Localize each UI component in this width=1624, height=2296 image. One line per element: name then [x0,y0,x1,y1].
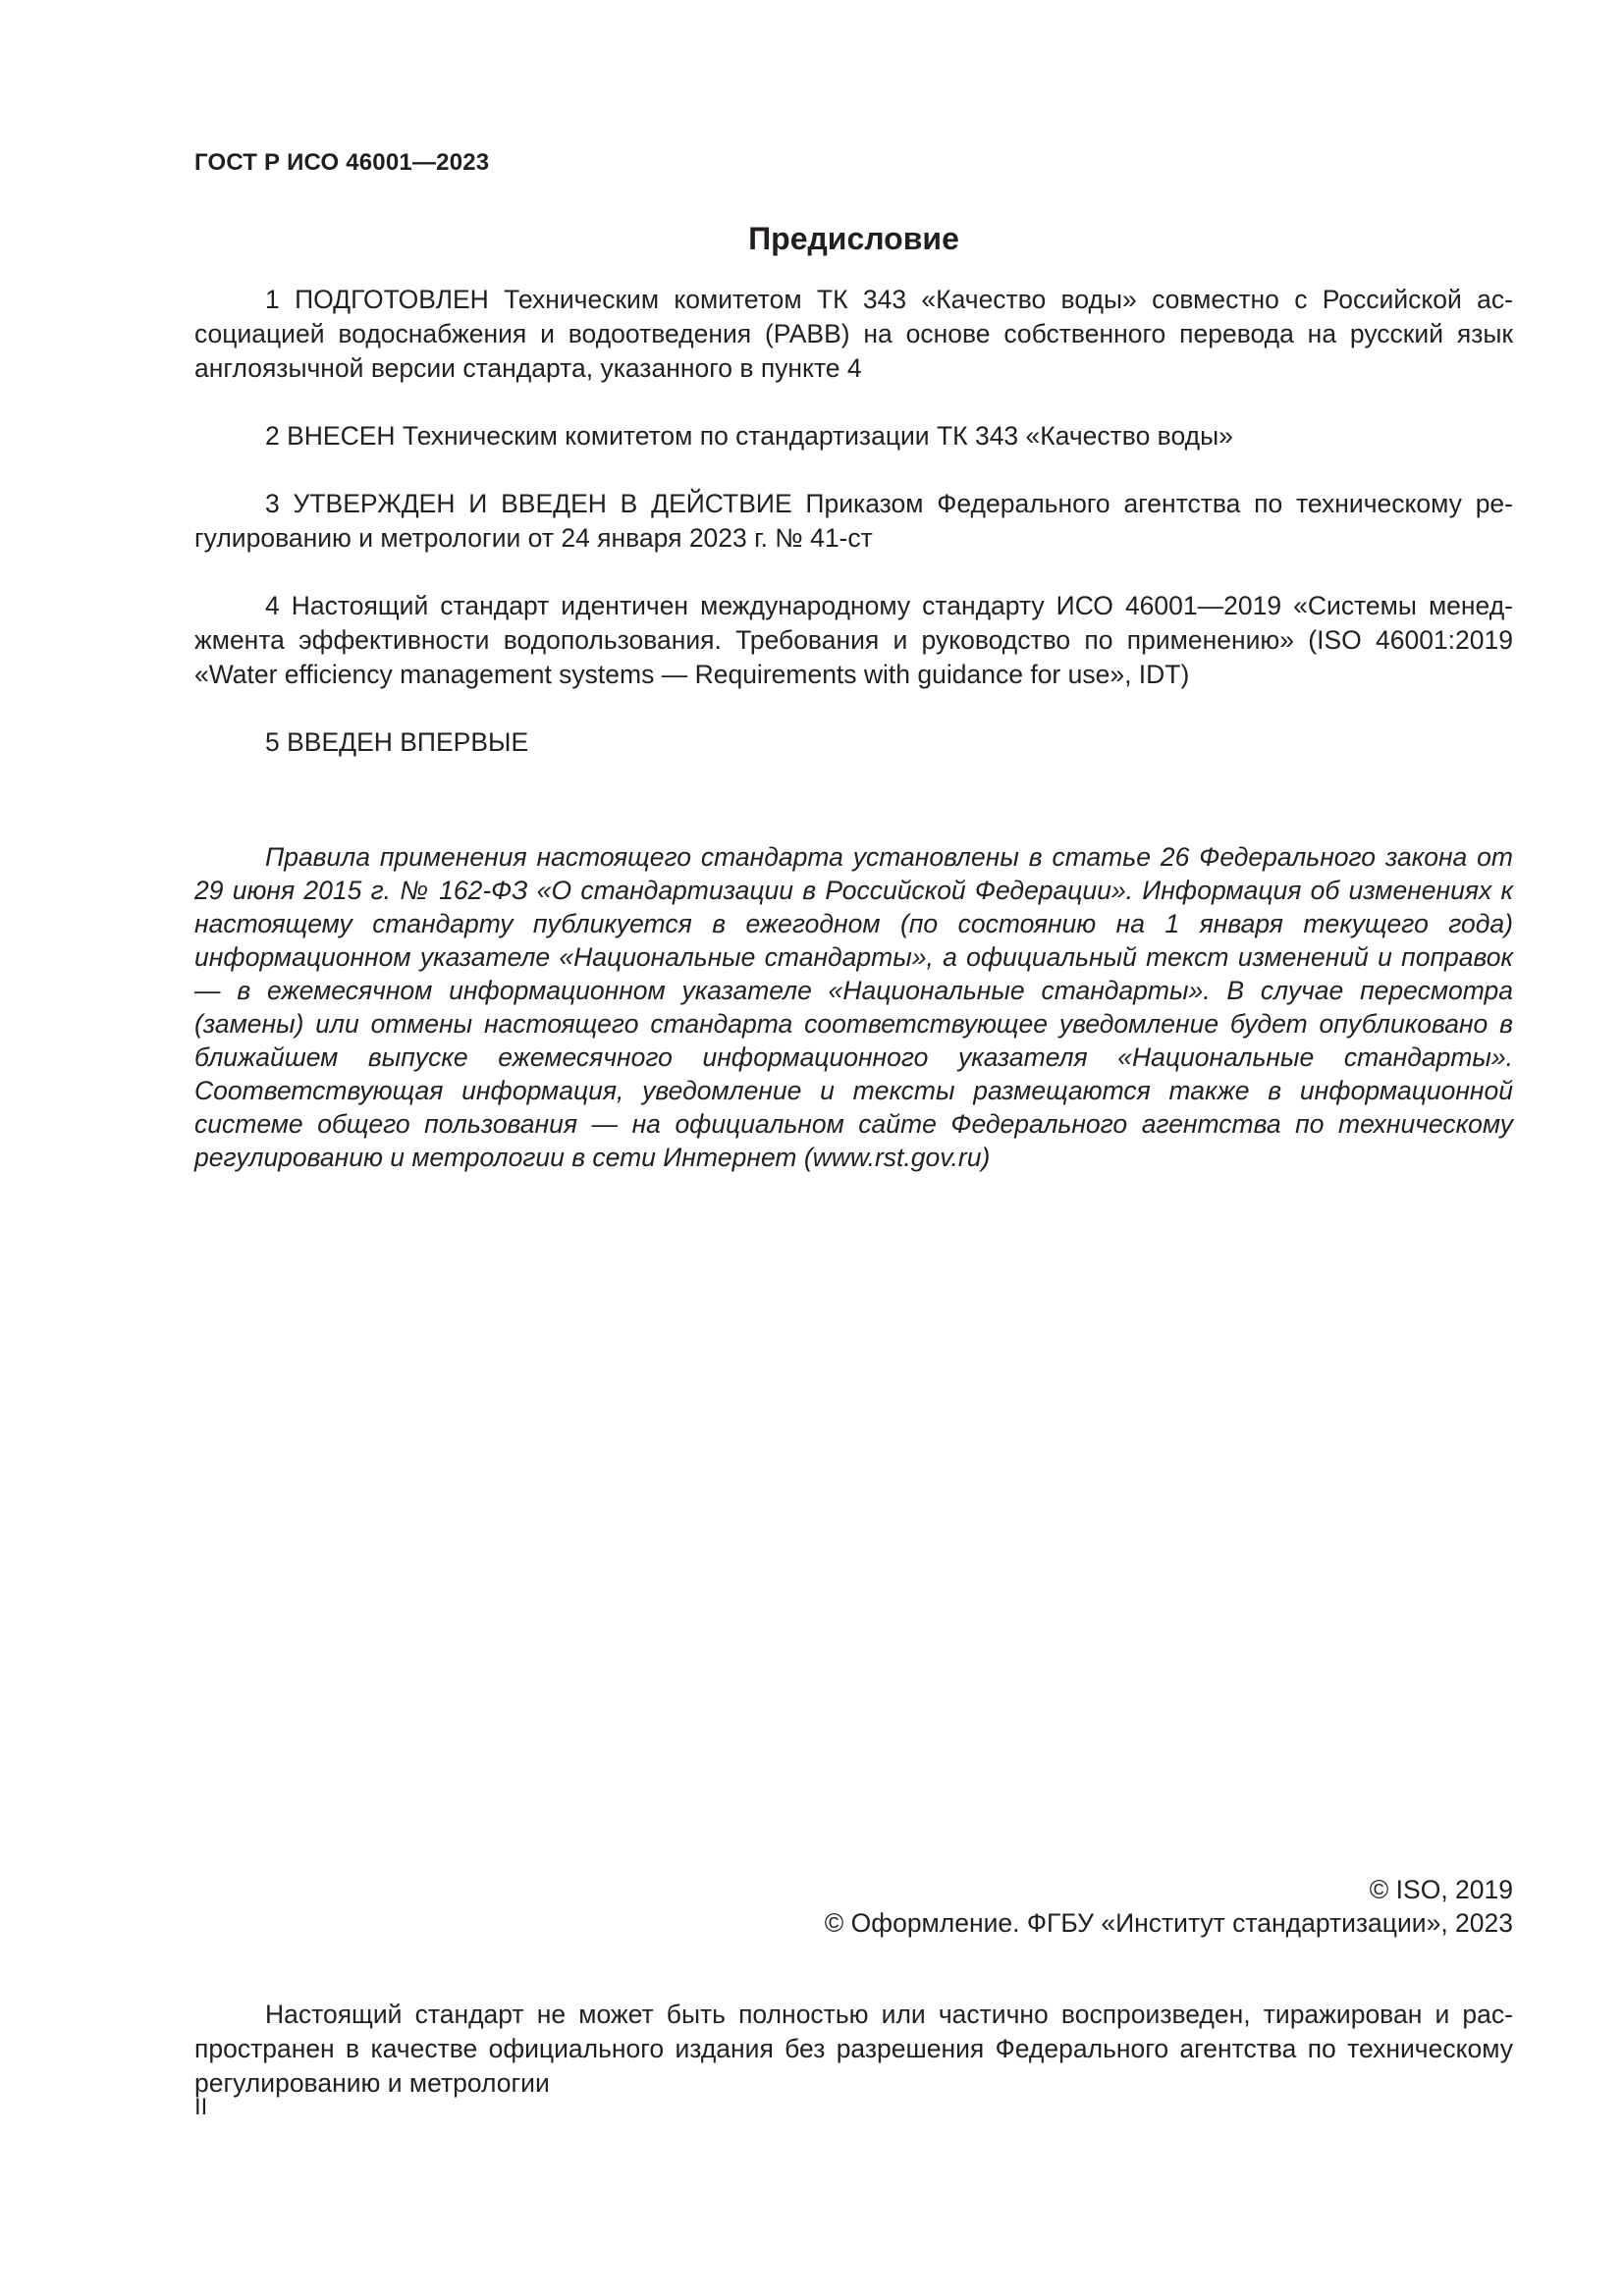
preface-item-1: 1 ПОДГОТОВЛЕН Техническим комитетом ТК 343 «Качество воды» совместно с Российской ассоциацией водоснабжения и водоотведения (РАВВ) на основе собственного перевода на русский язык англоязычной версии стандарта, указанного в пункте 4 [194,285,1513,384]
preface-item-2: 2 ВНЕСЕН Техническим комитетом по стандартизации ТК 343 «Качество воды» [265,421,1233,452]
page-number: II [194,2094,208,2120]
iso-copyright: © ISO, 2019 [1369,1875,1513,1904]
preface-section [194,220,1513,1201]
reprint-restriction-notice: Настоящий стандарт не может быть полностью или частично воспроизведен, тиражирован и распространен в качестве официального издания без разрешения Федерального агентства по техническому регулированию и метрологии [194,1999,1513,2098]
preface-item-3: 3 УТВЕРЖДЕН И ВВЕДЕН В ДЕЙСТВИЕ Приказом Федерального агентства по техническому регулированию и метрологии от 24 января 2023 г. № 41-ст [194,489,1513,554]
preface-title: Предисловие [748,221,959,256]
application-rules-notice: Правила применения настоящего стандарта установлены в статье 26 Федерального закона от 29 июня 2015 г. № 162-ФЗ «О стандартизации в Российской Федерации». Информация об изменениях к настоящему стандарту публикуется в ежегодном (по состоянию на 1 января текущего года) информационном указателе «Национальные стандарты», а официальный текст изменений и поправок — в ежемесячном информационном указателе «Национальные стандарты». В случае пересмотра (замены) или отмены настоящего стандарта соответствующее уведомление будет опубликовано в ближайшем выпуске ежемесячного информационного указателя «Национальные стандарты». Соответствующая информация, уведомление и тексты размещаются также в информационной системе общего пользования — на официальном сайте Федерального агентства по техническому регулированию и метрологии в сети Интернет (www.rst.gov.ru) [194,842,1513,1173]
standard-code-header: ГОСТ Р ИСО 46001—2023 [194,149,490,176]
preface-item-4: 4 Настоящий стандарт идентичен международному стандарту ИСО 46001—2019 «Системы менеджмента эффективности водопользования. Требования и руководство по применению» (ISO 46001:2019 «Water efficiency management systems — Requirements with guidance for use», IDT) [194,591,1513,690]
design-copyright: © Оформление. ФГБУ «Институт стандартизации», 2023 [824,1908,1513,1938]
preface-item-5: 5 ВВЕДЕН ВПЕРВЫЕ [265,727,529,758]
copyright-block [194,1873,1513,1940]
